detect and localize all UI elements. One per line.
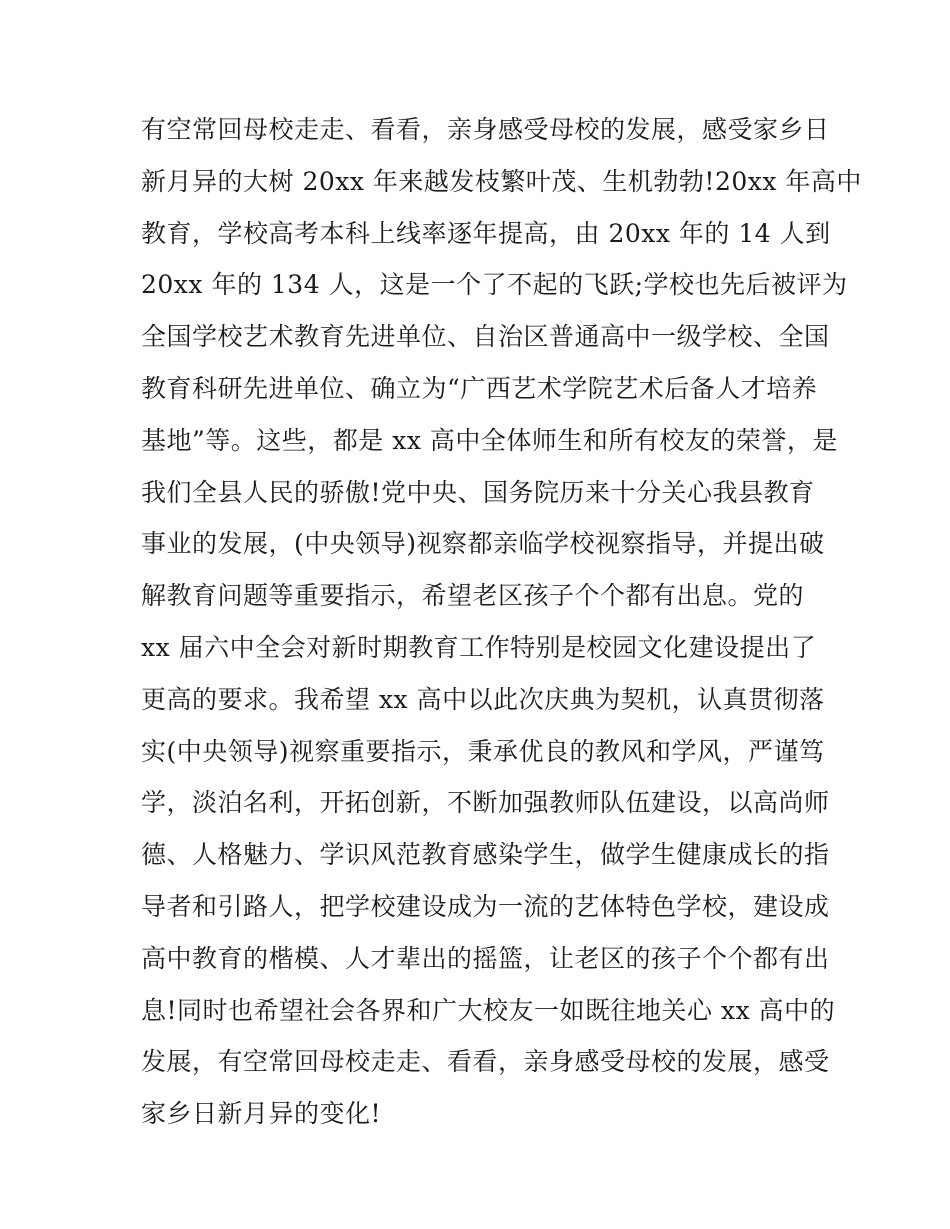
text-line: 全国学校艺术教育先进单位、自治区普通高中一级学校、全国	[141, 322, 830, 352]
text-line: 高中教育的楷模、人才辈出的摇篮，让老区的孩子个个都有出	[141, 943, 830, 973]
text-line: 解教育问题等重要指示，希望老区孩子个个都有出息。党的	[141, 581, 805, 611]
text-line: 基地”等。这些，都是 xx 高中全体师生和所有校友的荣誉，是	[141, 425, 838, 455]
text-line: 导者和引路人，把学校建设成为一流的艺体特色学校，建设成	[141, 891, 830, 921]
text-line: 新月异的大树 20xx 年来越发枝繁叶茂、生机勃勃!20xx 年高中	[141, 166, 862, 196]
text-line: 实(中央领导)视察重要指示，秉承优良的教风和学风，严谨笃	[141, 736, 825, 766]
text-line: 学，淡泊名利，开拓创新，不断加强教师队伍建设，以高尚师	[141, 788, 830, 818]
text-line: xx 届六中全会对新时期教育工作特别是校园文化建设提出了	[141, 632, 817, 662]
text-line: 更高的要求。我希望 xx 高中以此次庆典为契机，认真贯彻落	[141, 684, 825, 714]
text-line: 我们全县人民的骄傲!党中央、国务院历来十分关心我县教育	[141, 477, 815, 507]
text-line: 20xx 年的 134 人，这是一个了不起的飞跃;学校也先后被评为	[141, 270, 848, 300]
text-line: 教育，学校高考本科上线率逐年提高，由 20xx 年的 14 人到	[141, 218, 831, 248]
text-line: 家乡日新月异的变化!	[141, 1099, 382, 1129]
text-line: 发展，有空常回母校走走、看看，亲身感受母校的发展，感受	[141, 1047, 830, 1077]
body-paragraph	[141, 104, 862, 1140]
text-line: 德、人格魅力、学识风范教育感染学生，做学生健康成长的指	[141, 840, 830, 870]
text-line: 有空常回母校走走、看看，亲身感受母校的发展，感受家乡日	[141, 115, 830, 144]
text-line: 息!同时也希望社会各界和广大校友一如既往地关心 xx 高中的	[141, 995, 836, 1025]
text-line: 教育科研先进单位、确立为“广西艺术学院艺术后备人才培养	[141, 373, 818, 403]
text-line: 事业的发展，(中央领导)视察都亲临学校视察指导，并提出破	[141, 529, 825, 559]
